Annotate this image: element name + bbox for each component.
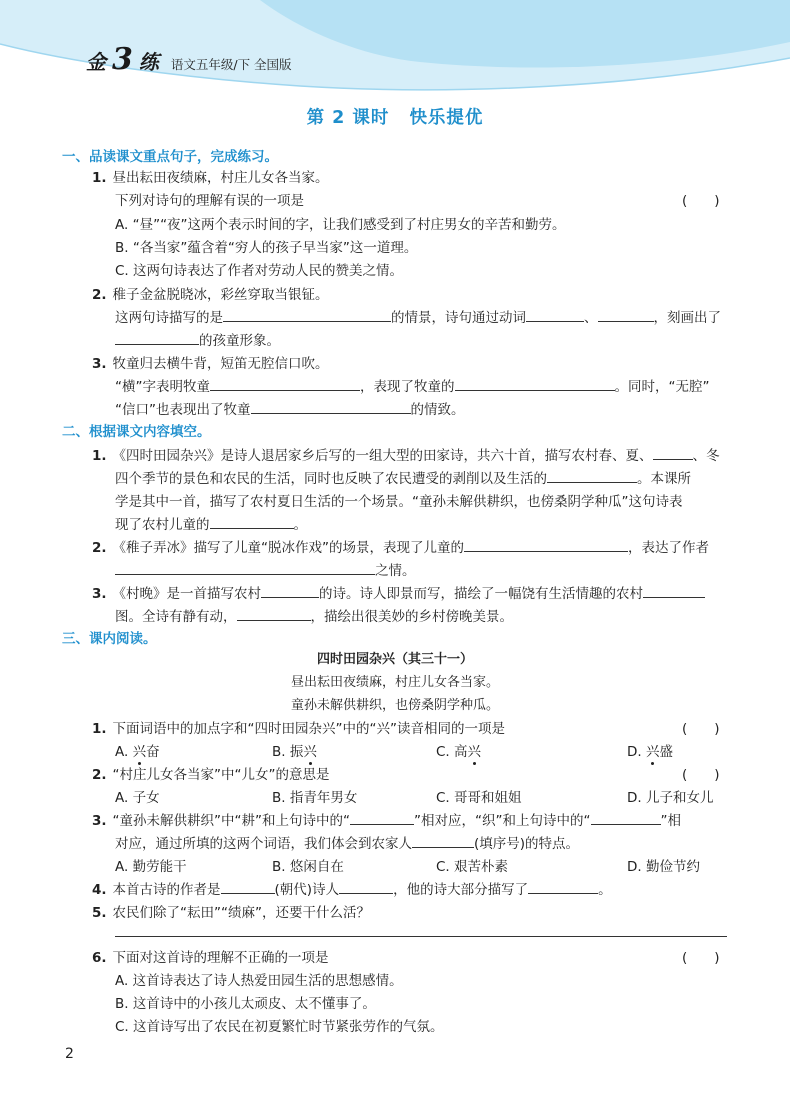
- p3-q6-option-b: B. 这首诗中的小孩儿太顽皮、太不懂事了。: [115, 996, 376, 1012]
- fill-blank[interactable]: [237, 606, 311, 621]
- p1-q2-line2: 的孩童形象。: [115, 329, 280, 349]
- p2-q2-line1: 2. 《稚子弄冰》描写了儿童“脱冰作戏”的场景，表现了儿童的 ，表达了作者: [92, 536, 709, 556]
- p1-q1-stem: 下列对诗句的理解有误的一项是: [115, 193, 304, 209]
- p2-q1-line4: 现了农村儿童的 。: [115, 513, 307, 533]
- fill-blank[interactable]: [223, 307, 391, 322]
- brand-lian: 练: [138, 50, 159, 74]
- p1-q1-option-a: A. “昼”“夜”这两个表示时间的字，让我们感受到了村庄男女的辛苦和勤劳。: [115, 217, 566, 233]
- p2-q1-line1: 1. 《四时田园杂兴》是诗人退居家乡后写的一组大型的田家诗，共六十首，描写农村春、夏、 、冬: [92, 444, 720, 464]
- p1-q1-answer-paren[interactable]: ( ): [682, 193, 720, 209]
- p2-q3-line2: 图。全诗有静有动， ，描绘出很美妙的乡村傍晚美景。: [115, 605, 513, 625]
- p1-q1-quote: 1. 昼出耘田夜绩麻，村庄儿女各当家。: [92, 170, 329, 186]
- fill-blank[interactable]: [412, 833, 474, 848]
- fill-blank[interactable]: [210, 514, 294, 529]
- fill-blank[interactable]: [339, 879, 393, 894]
- p3-q6-option-c: C. 这首诗写出了农民在初夏繁忙时节紧张劳作的气氛。: [115, 1019, 444, 1035]
- fill-blank[interactable]: [455, 376, 615, 391]
- p1-q1-option-b: B. “各当家”蕴含着“穷人的孩子早当家”这一道理。: [115, 240, 418, 256]
- section-1-heading: 一、品读课文重点句子，完成练习。: [62, 149, 278, 165]
- p3-q6-stem: 6. 下面对这首诗的理解不正确的一项是: [92, 950, 329, 966]
- fill-blank[interactable]: [115, 330, 199, 345]
- p3-q1-option-a[interactable]: A. 兴奋: [115, 744, 160, 760]
- p3-q1-option-b[interactable]: B. 振兴: [272, 744, 317, 760]
- p3-q6-answer-paren[interactable]: ( ): [682, 950, 720, 966]
- p3-q2-option-a[interactable]: A. 子女: [115, 790, 160, 806]
- p1-q1-option-c: C. 这两句诗表达了作者对劳动人民的赞美之情。: [115, 263, 404, 279]
- fill-blank[interactable]: [464, 537, 628, 552]
- fill-blank[interactable]: [350, 810, 414, 825]
- p3-q6-option-a: A. 这首诗表达了诗人热爱田园生活的思想感情。: [115, 973, 403, 989]
- lesson-title: [0, 104, 790, 129]
- fill-blank[interactable]: [221, 879, 275, 894]
- fill-blank[interactable]: [591, 810, 661, 825]
- fill-blank[interactable]: [251, 399, 411, 414]
- fill-blank[interactable]: [653, 445, 693, 460]
- lesson-number: 第 2 课时: [306, 108, 390, 128]
- fill-blank[interactable]: [210, 376, 360, 391]
- p1-q2-line1: 这两句诗描写的是 的情景，诗句通过动词 、 ，刻画出了: [115, 306, 721, 326]
- p2-q3-line1: 3. 《村晚》是一首描写农村 的诗。诗人即景而写，描绘了一幅饶有生活情趣的农村: [92, 582, 705, 602]
- p3-q3-option-c[interactable]: C. 艰苦朴素: [436, 859, 509, 875]
- fill-blank[interactable]: [643, 583, 705, 598]
- book-brand: [86, 42, 292, 77]
- p3-q3-line1: 3. “童孙未解供耕织”中“耕”和上句诗中的“ ”相对应，“织”和上句诗中的“ ”相: [92, 809, 681, 829]
- fill-blank[interactable]: [598, 307, 654, 322]
- p1-q3-line1: “横”字表明牧童 ，表现了牧童的 。同时，“无腔”: [115, 375, 710, 395]
- poem-line-1: 昼出耘田夜绩麻，村庄儿女各当家。: [290, 675, 499, 690]
- p3-q2-answer-paren[interactable]: ( ): [682, 767, 720, 783]
- fill-blank[interactable]: [115, 560, 375, 575]
- p3-q2-option-c[interactable]: C. 哥哥和姐姐: [436, 790, 522, 806]
- brand-subtitle: 语文五年级/下 全国版: [170, 57, 292, 72]
- p1-q2-quote: 2. 稚子金盆脱晓冰，彩丝穿取当银钲。: [92, 287, 329, 303]
- brand-number: 3: [112, 42, 133, 77]
- p3-q2-option-d[interactable]: D. 儿子和女儿: [627, 790, 714, 806]
- p3-q1-answer-paren[interactable]: ( ): [682, 721, 720, 737]
- p3-q5-answer-line[interactable]: [115, 936, 727, 937]
- p3-q1-stem: 1. 下面词语中的加点字和“四时田园杂兴”中的“兴”读音相同的一项是: [92, 721, 506, 737]
- p3-q3-option-a[interactable]: A. 勤劳能干: [115, 859, 187, 875]
- p3-q3-line2: 对应，通过所填的这两个词语，我们体会到农家人 (填序号)的特点。: [115, 832, 579, 852]
- fill-blank[interactable]: [261, 583, 319, 598]
- p2-q1-line3: 学是其中一首，描写了农村夏日生活的一个场景。“童孙未解供耕织，也傍桑阴学种瓜”这句诗表: [115, 494, 683, 510]
- p3-q1-option-d[interactable]: D. 兴盛: [627, 744, 673, 760]
- p1-q3-quote: 3. 牧童归去横牛背，短笛无腔信口吹。: [92, 356, 329, 372]
- section-3-heading: 三、课内阅读。: [62, 631, 157, 647]
- p3-q2-option-b[interactable]: B. 指青年男女: [272, 790, 358, 806]
- section-2-heading: 二、根据课文内容填空。: [62, 424, 211, 440]
- poem-title: 四时田园杂兴（其三十一）: [316, 652, 473, 667]
- p2-q1-line2: 四个季节的景色和农民的生活，同时也反映了农民遭受的剥削以及生活的 。本课所: [115, 467, 691, 487]
- p3-q2-stem: 2. “村庄儿女各当家”中“儿女”的意思是: [92, 767, 330, 783]
- fill-blank[interactable]: [528, 879, 598, 894]
- brand-jin: 金: [86, 50, 106, 74]
- p3-q4-line: 4. 本首古诗的作者是 (朝代)诗人 ，他的诗大部分描写了 。: [92, 878, 612, 898]
- p3-q5-stem: 5. 农民们除了“耘田”“绩麻”，还要干什么活？: [92, 905, 371, 921]
- fill-blank[interactable]: [526, 307, 584, 322]
- poem-line-2: 童孙未解供耕织，也傍桑阴学种瓜。: [290, 698, 499, 713]
- p3-q1-option-c[interactable]: C. 高兴: [436, 744, 482, 760]
- p1-q3-line2: “信口”也表现出了牧童 的情致。: [115, 398, 465, 418]
- page-number: 2: [65, 1046, 74, 1062]
- p2-q2-line2: 之情。: [115, 559, 416, 579]
- p3-q3-option-b[interactable]: B. 悠闲自在: [272, 859, 344, 875]
- lesson-name: 快乐提优: [409, 108, 484, 128]
- p3-q3-option-d[interactable]: D. 勤俭节约: [627, 859, 700, 875]
- fill-blank[interactable]: [547, 468, 637, 483]
